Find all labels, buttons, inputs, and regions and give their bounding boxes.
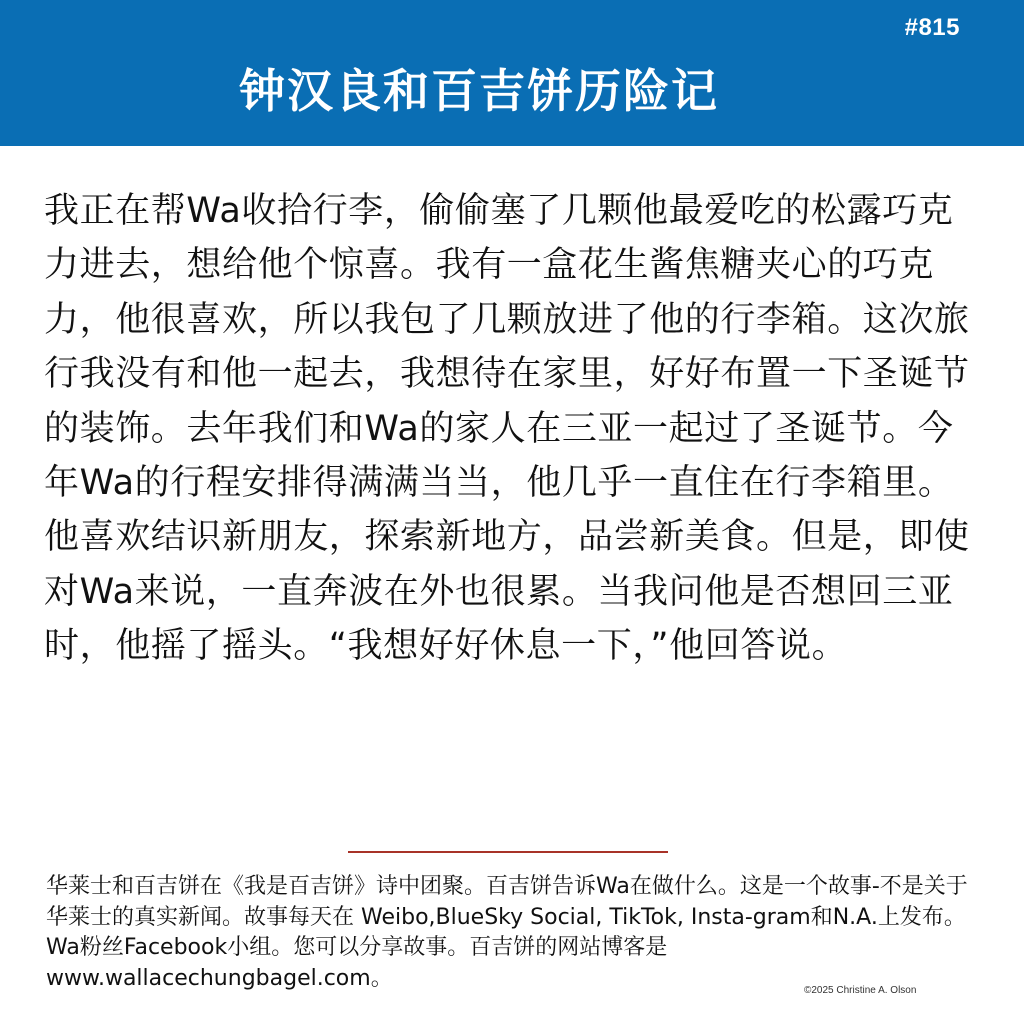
footer-note: 华莱士和百吉饼在《我是百吉饼》诗中团聚。百吉饼告诉Wa在做什么。这是一个故事-不是关于华莱士的真实新闻。故事每天在 Weibo,BlueSky Social, TikTok, Insta-gram和N.A.上发布。Wa粉丝Facebook小组。您可以分享故事。百吉饼的网站博客是www.wallacechungbagel.com。: [46, 874, 968, 991]
divider: [348, 851, 668, 853]
header-banner: [0, 0, 1024, 146]
page-title: 钟汉良和百吉饼历险记: [239, 64, 719, 118]
episode-number: #815: [904, 14, 960, 41]
copyright-text: ©2025 Christine A. Olson: [804, 985, 917, 996]
story-text: 我正在帮Wa收拾行李，偷偷塞了几颗他最爱吃的松露巧克力进去，想给他个惊喜。我有一盒花生酱焦糖夹心的巧克力，他很喜欢，所以我包了几颗放进了他的行李箱。这次旅行我没有和他一起去，我想待在家里，好好布置一下圣诞节的装饰。去年我们和Wa的家人在三亚一起过了圣诞节。今年Wa的行程安排得满满当当，他几乎一直住在行李箱里。他喜欢结识新朋友，探索新地方，品尝新美食。但是，即使对Wa来说，一直奔波在外也很累。当我问他是否想回三亚时，他摇了摇头。“我想好好休息一下，”他回答说。: [44, 191, 970, 667]
